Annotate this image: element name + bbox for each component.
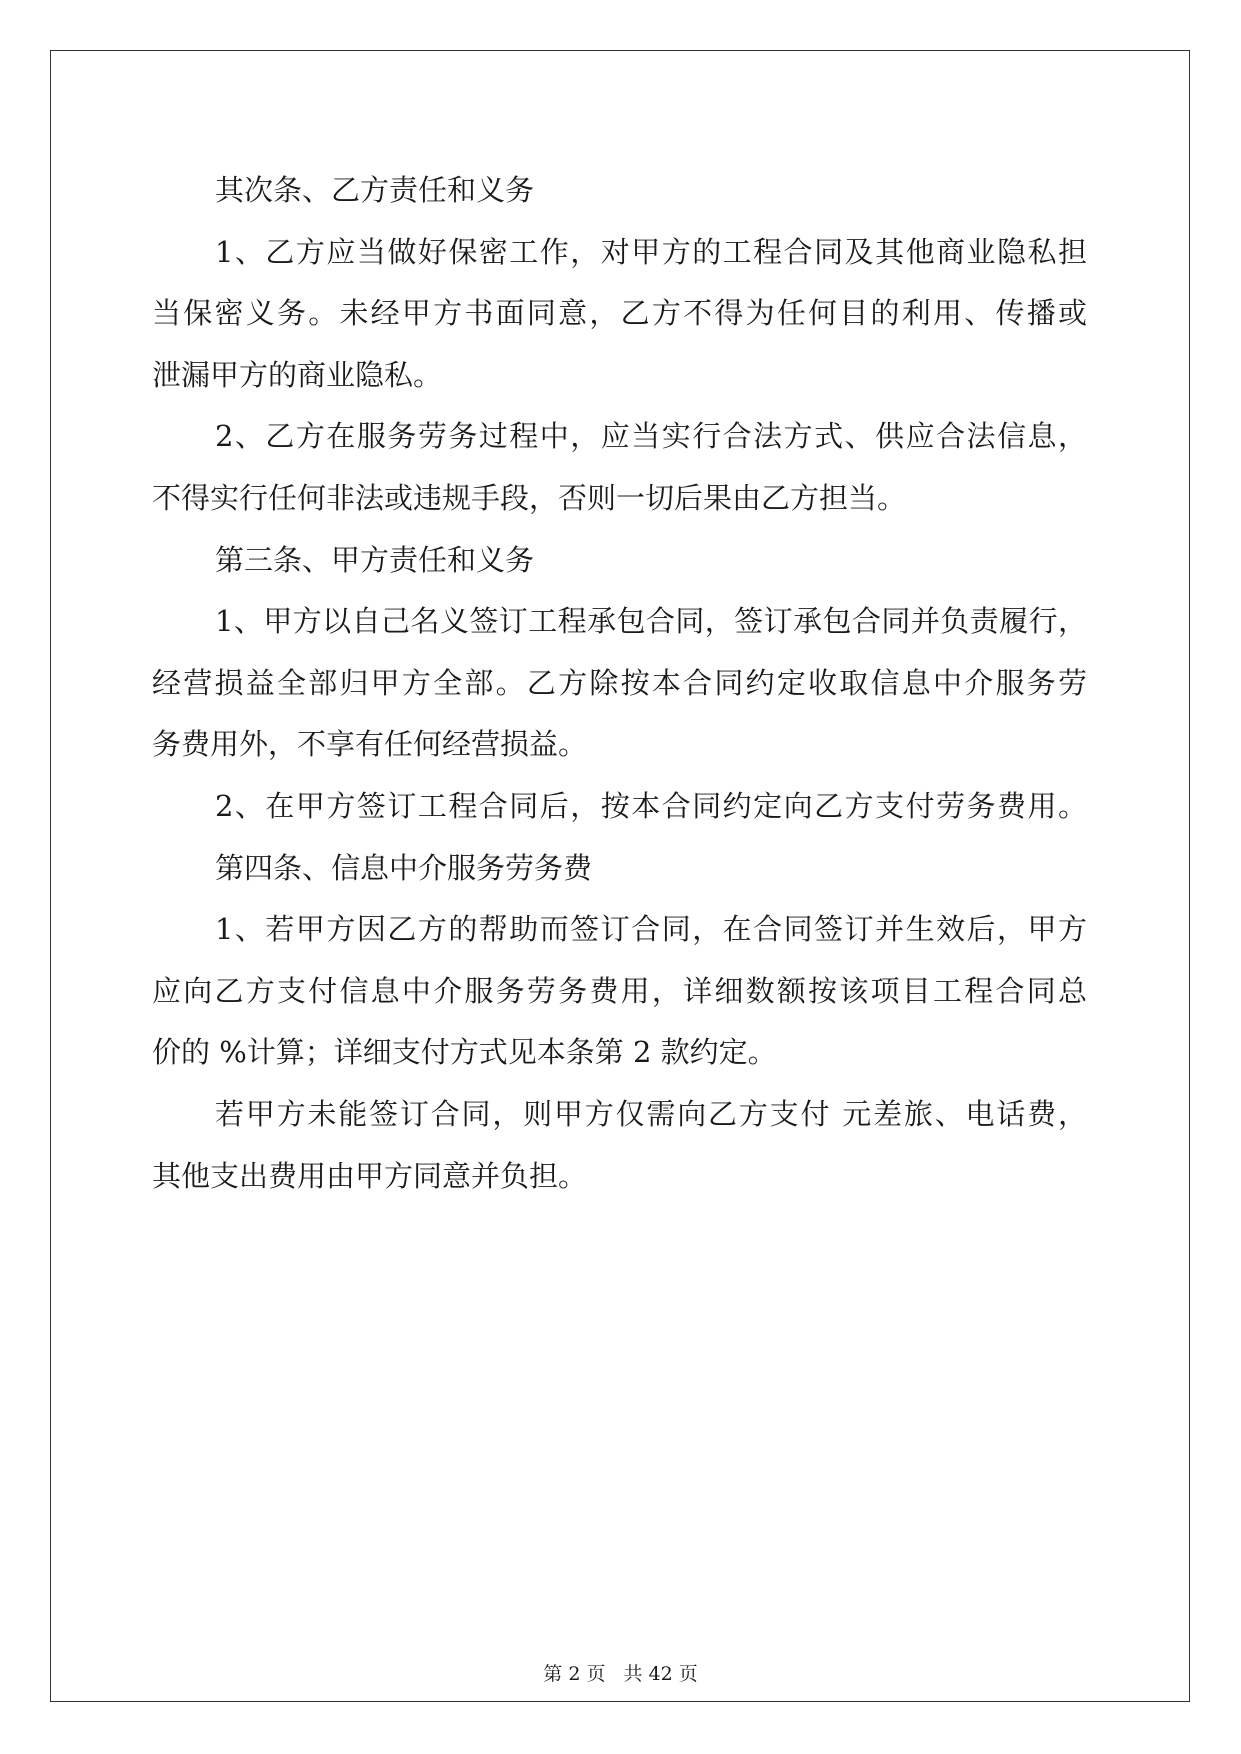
page-total: 共 42 页 [623, 1663, 698, 1685]
text-line: 其次条、乙方责任和义务 [215, 173, 535, 207]
text-line: 务费用外，不享有任何经营损益。 [152, 727, 588, 762]
text-line: 1、甲方以自己名义签订工程承包合同，签订承包合同并负责履行， [215, 604, 1087, 639]
text-line: 泄漏甲方的商业隐私。 [152, 357, 443, 392]
page-number: 第 2 页 [543, 1663, 606, 1685]
text-line: 若甲方未能签订合同，则甲方仅需向乙方支付 元差旅、电话费， [215, 1096, 1087, 1131]
text-line: 其他支出费用由甲方同意并负担。 [152, 1158, 588, 1193]
text-line: 第四条、信息中介服务劳务费 [215, 850, 593, 885]
document-body [152, 160, 1087, 1207]
text-line: 不得实行任何非法或违规手段，否则一切后果由乙方担当。 [152, 480, 907, 515]
text-line: 2、在甲方签订工程合同后，按本合同约定向乙方支付劳务费用。 [215, 788, 1087, 823]
text-line: 当保密义务。未经甲方书面同意，乙方不得为任何目的利用、传播或 [152, 296, 1087, 331]
text-line: 价的 %计算；详细支付方式见本条第 2 款约定。 [152, 1035, 777, 1070]
text-line: 应向乙方支付信息中介服务劳务费用，详细数额按该项目工程合同总 [152, 973, 1087, 1008]
text-line: 第三条、甲方责任和义务 [215, 542, 535, 577]
text-line: 1、若甲方因乙方的帮助而签订合同，在合同签订并生效后，甲方 [215, 912, 1087, 947]
text-line: 经营损益全部归甲方全部。乙方除按本合同约定收取信息中介服务劳 [152, 665, 1087, 700]
text-line: 1、乙方应当做好保密工作，对甲方的工程合同及其他商业隐私担 [215, 234, 1087, 269]
text-line: 2、乙方在服务劳务过程中，应当实行合法方式、供应合法信息， [215, 419, 1087, 454]
page-footer [0, 1662, 1241, 1686]
